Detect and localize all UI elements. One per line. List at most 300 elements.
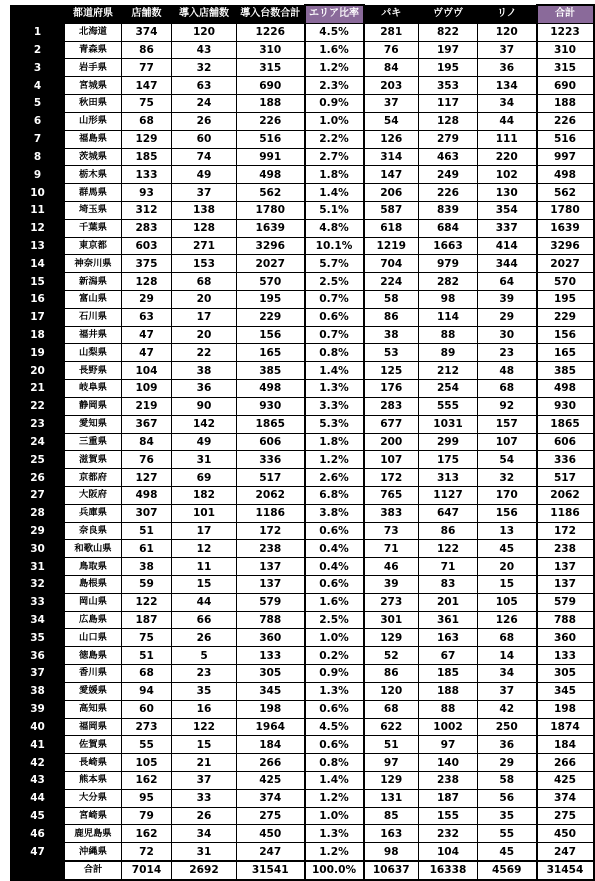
paki-count: 224 [364, 273, 419, 291]
prefecture-name: 大分県 [65, 789, 122, 807]
row-total: 165 [537, 344, 594, 362]
table-row [11, 415, 594, 433]
adopted-stores: 17 [172, 522, 237, 540]
area-ratio: 0.7% [305, 326, 364, 344]
table-row [11, 486, 594, 504]
vuvuvu-count: 1127 [419, 486, 478, 504]
rino-count: 68 [478, 629, 537, 647]
area-ratio: 0.6% [305, 522, 364, 540]
prefecture-name: 群馬県 [65, 184, 122, 202]
prefecture-name: 青森県 [65, 41, 122, 59]
row-number: 16 [11, 291, 65, 309]
row-total: 788 [537, 611, 594, 629]
area-ratio: 0.4% [305, 558, 364, 576]
paki-count: 38 [364, 326, 419, 344]
row-number: 31 [11, 558, 65, 576]
table-row [11, 647, 594, 665]
row-total: 385 [537, 362, 594, 380]
table-row [11, 380, 594, 398]
store-count: 94 [122, 682, 172, 700]
area-ratio: 0.8% [305, 754, 364, 772]
store-count: 59 [122, 576, 172, 594]
row-total: 498 [537, 166, 594, 184]
vuvuvu-count: 128 [419, 112, 478, 130]
adopted-stores: 5 [172, 647, 237, 665]
paki-count: 97 [364, 754, 419, 772]
store-count: 86 [122, 41, 172, 59]
prefecture-name: 奈良県 [65, 522, 122, 540]
store-count: 283 [122, 219, 172, 237]
row-total: 137 [537, 558, 594, 576]
area-ratio: 1.0% [305, 629, 364, 647]
row-number: 46 [11, 825, 65, 843]
area-ratio: 5.1% [305, 201, 364, 219]
row-total: 315 [537, 59, 594, 77]
paki-count: 283 [364, 397, 419, 415]
vuvuvu-count: 89 [419, 344, 478, 362]
adopted-stores: 15 [172, 576, 237, 594]
row-number: 36 [11, 647, 65, 665]
adopted-stores: 20 [172, 326, 237, 344]
paki-count: 39 [364, 576, 419, 594]
row-total: 562 [537, 184, 594, 202]
prefecture-name: 神奈川県 [65, 255, 122, 273]
area-ratio: 4.8% [305, 219, 364, 237]
rino-count: 13 [478, 522, 537, 540]
store-count: 79 [122, 807, 172, 825]
table-row [11, 807, 594, 825]
rino-count: 35 [478, 807, 537, 825]
totals-paki: 10637 [364, 861, 419, 880]
area-ratio: 0.6% [305, 700, 364, 718]
rino-count: 23 [478, 344, 537, 362]
paki-count: 54 [364, 112, 419, 130]
rino-count: 54 [478, 451, 537, 469]
row-number: 28 [11, 504, 65, 522]
vuvuvu-count: 299 [419, 433, 478, 451]
installed-units: 336 [237, 451, 305, 469]
prefecture-name: 山口県 [65, 629, 122, 647]
row-total: 606 [537, 433, 594, 451]
header-rino: リノ [478, 5, 537, 23]
table-row [11, 112, 594, 130]
paki-count: 281 [364, 23, 419, 41]
store-count: 122 [122, 593, 172, 611]
vuvuvu-count: 463 [419, 148, 478, 166]
vuvuvu-count: 71 [419, 558, 478, 576]
area-ratio: 4.5% [305, 23, 364, 41]
adopted-stores: 15 [172, 736, 237, 754]
paki-count: 58 [364, 291, 419, 309]
paki-count: 677 [364, 415, 419, 433]
installed-units: 195 [237, 291, 305, 309]
area-ratio: 5.3% [305, 415, 364, 433]
store-count: 133 [122, 166, 172, 184]
installed-units: 498 [237, 166, 305, 184]
rino-count: 36 [478, 736, 537, 754]
vuvuvu-count: 155 [419, 807, 478, 825]
store-count: 162 [122, 771, 172, 789]
adopted-stores: 26 [172, 112, 237, 130]
vuvuvu-count: 97 [419, 736, 478, 754]
vuvuvu-count: 979 [419, 255, 478, 273]
adopted-stores: 182 [172, 486, 237, 504]
row-number: 2 [11, 41, 65, 59]
row-total: 579 [537, 593, 594, 611]
adopted-stores: 36 [172, 380, 237, 398]
store-count: 72 [122, 843, 172, 861]
rino-count: 92 [478, 397, 537, 415]
area-ratio: 0.7% [305, 291, 364, 309]
rino-count: 14 [478, 647, 537, 665]
rino-count: 39 [478, 291, 537, 309]
rino-count: 34 [478, 665, 537, 683]
adopted-stores: 44 [172, 593, 237, 611]
row-number: 14 [11, 255, 65, 273]
paki-count: 147 [364, 166, 419, 184]
area-ratio: 0.6% [305, 308, 364, 326]
table-row [11, 843, 594, 861]
adopted-stores: 24 [172, 95, 237, 113]
table-row [11, 789, 594, 807]
vuvuvu-count: 188 [419, 682, 478, 700]
row-number: 4 [11, 77, 65, 95]
row-number: 9 [11, 166, 65, 184]
adopted-stores: 43 [172, 41, 237, 59]
row-total: 188 [537, 95, 594, 113]
paki-count: 125 [364, 362, 419, 380]
row-number: 30 [11, 540, 65, 558]
prefecture-name: 岩手県 [65, 59, 122, 77]
totals-rino: 4569 [478, 861, 537, 880]
header-prefecture: 都道府県 [65, 5, 122, 23]
adopted-stores: 38 [172, 362, 237, 380]
header-installed-units: 導入台数合計 [237, 5, 305, 23]
header-adopted-stores: 導入店舗数 [172, 5, 237, 23]
store-count: 367 [122, 415, 172, 433]
vuvuvu-count: 197 [419, 41, 478, 59]
installed-units: 266 [237, 754, 305, 772]
row-total: 1186 [537, 504, 594, 522]
row-number: 42 [11, 754, 65, 772]
prefecture-name: 佐賀県 [65, 736, 122, 754]
vuvuvu-count: 114 [419, 308, 478, 326]
row-total: 156 [537, 326, 594, 344]
area-ratio: 4.5% [305, 718, 364, 736]
row-number: 13 [11, 237, 65, 255]
area-ratio: 2.5% [305, 273, 364, 291]
row-total: 310 [537, 41, 594, 59]
row-total: 1780 [537, 201, 594, 219]
row-total: 229 [537, 308, 594, 326]
installed-units: 606 [237, 433, 305, 451]
paki-count: 176 [364, 380, 419, 398]
row-total: 516 [537, 130, 594, 148]
row-number: 5 [11, 95, 65, 113]
store-count: 55 [122, 736, 172, 754]
paki-count: 622 [364, 718, 419, 736]
prefecture-name: 石川県 [65, 308, 122, 326]
adopted-stores: 153 [172, 255, 237, 273]
row-number: 29 [11, 522, 65, 540]
store-count: 51 [122, 647, 172, 665]
installed-units: 156 [237, 326, 305, 344]
adopted-stores: 120 [172, 23, 237, 41]
vuvuvu-count: 279 [419, 130, 478, 148]
table-row [11, 201, 594, 219]
installed-units: 1186 [237, 504, 305, 522]
adopted-stores: 21 [172, 754, 237, 772]
row-total: 195 [537, 291, 594, 309]
table-row [11, 682, 594, 700]
paki-count: 1219 [364, 237, 419, 255]
totals-store-count: 7014 [122, 861, 172, 880]
paki-count: 200 [364, 433, 419, 451]
row-total: 266 [537, 754, 594, 772]
vuvuvu-count: 822 [419, 23, 478, 41]
paki-count: 76 [364, 41, 419, 59]
row-number: 40 [11, 718, 65, 736]
row-total: 137 [537, 576, 594, 594]
row-number: 35 [11, 629, 65, 647]
table-row [11, 166, 594, 184]
prefecture-name: 熊本県 [65, 771, 122, 789]
prefecture-name: 新潟県 [65, 273, 122, 291]
totals-total: 31454 [537, 861, 594, 880]
installed-units: 1865 [237, 415, 305, 433]
area-ratio: 0.9% [305, 95, 364, 113]
table-row [11, 504, 594, 522]
prefecture-name: 岡山県 [65, 593, 122, 611]
store-count: 375 [122, 255, 172, 273]
area-ratio: 1.3% [305, 682, 364, 700]
table-row [11, 41, 594, 59]
store-count: 187 [122, 611, 172, 629]
store-count: 185 [122, 148, 172, 166]
paki-count: 129 [364, 771, 419, 789]
prefecture-name: 島根県 [65, 576, 122, 594]
area-ratio: 3.8% [305, 504, 364, 522]
store-count: 61 [122, 540, 172, 558]
prefecture-name: 香川県 [65, 665, 122, 683]
installed-units: 226 [237, 112, 305, 130]
prefecture-name: 鳥取県 [65, 558, 122, 576]
row-number: 45 [11, 807, 65, 825]
installed-units: 229 [237, 308, 305, 326]
row-total: 226 [537, 112, 594, 130]
rino-count: 354 [478, 201, 537, 219]
store-count: 128 [122, 273, 172, 291]
vuvuvu-count: 1663 [419, 237, 478, 255]
store-count: 38 [122, 558, 172, 576]
prefecture-name: 広島県 [65, 611, 122, 629]
adopted-stores: 66 [172, 611, 237, 629]
installed-units: 450 [237, 825, 305, 843]
installed-units: 579 [237, 593, 305, 611]
table-row [11, 291, 594, 309]
store-count: 374 [122, 23, 172, 41]
paki-count: 46 [364, 558, 419, 576]
area-ratio: 0.2% [305, 647, 364, 665]
store-count: 68 [122, 665, 172, 683]
row-total: 345 [537, 682, 594, 700]
adopted-stores: 16 [172, 700, 237, 718]
vuvuvu-count: 98 [419, 291, 478, 309]
table-row [11, 77, 594, 95]
vuvuvu-count: 313 [419, 469, 478, 487]
header-paki: パキ [364, 5, 419, 23]
area-ratio: 1.2% [305, 789, 364, 807]
installed-units: 184 [237, 736, 305, 754]
row-total: 247 [537, 843, 594, 861]
paki-count: 86 [364, 665, 419, 683]
row-number: 20 [11, 362, 65, 380]
store-count: 29 [122, 291, 172, 309]
paki-count: 51 [364, 736, 419, 754]
store-count: 77 [122, 59, 172, 77]
table-row [11, 576, 594, 594]
table-row [11, 237, 594, 255]
row-number: 44 [11, 789, 65, 807]
prefecture-table [10, 4, 595, 881]
table-row [11, 718, 594, 736]
store-count: 93 [122, 184, 172, 202]
adopted-stores: 37 [172, 771, 237, 789]
installed-units: 305 [237, 665, 305, 683]
adopted-stores: 26 [172, 629, 237, 647]
rino-count: 32 [478, 469, 537, 487]
store-count: 51 [122, 522, 172, 540]
installed-units: 425 [237, 771, 305, 789]
totals-area-ratio: 100.0% [305, 861, 364, 880]
row-total: 198 [537, 700, 594, 718]
table-row [11, 754, 594, 772]
adopted-stores: 128 [172, 219, 237, 237]
prefecture-name: 岐阜県 [65, 380, 122, 398]
paki-count: 131 [364, 789, 419, 807]
area-ratio: 1.4% [305, 184, 364, 202]
row-number: 33 [11, 593, 65, 611]
paki-count: 98 [364, 843, 419, 861]
row-number: 37 [11, 665, 65, 683]
prefecture-name: 福井県 [65, 326, 122, 344]
area-ratio: 2.3% [305, 77, 364, 95]
table-body [11, 23, 594, 861]
area-ratio: 1.6% [305, 41, 364, 59]
vuvuvu-count: 83 [419, 576, 478, 594]
vuvuvu-count: 1002 [419, 718, 478, 736]
rino-count: 157 [478, 415, 537, 433]
adopted-stores: 49 [172, 433, 237, 451]
prefecture-name: 鹿児島県 [65, 825, 122, 843]
totals-row [11, 861, 594, 880]
installed-units: 385 [237, 362, 305, 380]
row-total: 2027 [537, 255, 594, 273]
prefecture-name: 宮崎県 [65, 807, 122, 825]
adopted-stores: 33 [172, 789, 237, 807]
row-number: 11 [11, 201, 65, 219]
store-count: 63 [122, 308, 172, 326]
table-row [11, 611, 594, 629]
paki-count: 618 [364, 219, 419, 237]
adopted-stores: 20 [172, 291, 237, 309]
table-row [11, 771, 594, 789]
row-number: 25 [11, 451, 65, 469]
table-row [11, 362, 594, 380]
prefecture-name: 秋田県 [65, 95, 122, 113]
row-total: 336 [537, 451, 594, 469]
store-count: 109 [122, 380, 172, 398]
row-number: 18 [11, 326, 65, 344]
area-ratio: 1.4% [305, 362, 364, 380]
prefecture-name: 三重県 [65, 433, 122, 451]
table-row [11, 255, 594, 273]
row-total: 184 [537, 736, 594, 754]
row-total: 3296 [537, 237, 594, 255]
store-count: 147 [122, 77, 172, 95]
area-ratio: 1.2% [305, 843, 364, 861]
area-ratio: 5.7% [305, 255, 364, 273]
store-count: 75 [122, 629, 172, 647]
area-ratio: 1.4% [305, 771, 364, 789]
prefecture-name: 兵庫県 [65, 504, 122, 522]
adopted-stores: 37 [172, 184, 237, 202]
vuvuvu-count: 226 [419, 184, 478, 202]
table-row [11, 23, 594, 41]
adopted-stores: 34 [172, 825, 237, 843]
row-total: 275 [537, 807, 594, 825]
row-total: 133 [537, 647, 594, 665]
paki-count: 587 [364, 201, 419, 219]
store-count: 47 [122, 344, 172, 362]
rino-count: 58 [478, 771, 537, 789]
row-number: 34 [11, 611, 65, 629]
adopted-stores: 68 [172, 273, 237, 291]
rino-count: 30 [478, 326, 537, 344]
store-count: 273 [122, 718, 172, 736]
paki-count: 37 [364, 95, 419, 113]
vuvuvu-count: 187 [419, 789, 478, 807]
area-ratio: 3.3% [305, 397, 364, 415]
rino-count: 102 [478, 166, 537, 184]
prefecture-name: 北海道 [65, 23, 122, 41]
prefecture-name: 和歌山県 [65, 540, 122, 558]
table-row [11, 593, 594, 611]
adopted-stores: 122 [172, 718, 237, 736]
paki-count: 172 [364, 469, 419, 487]
adopted-stores: 69 [172, 469, 237, 487]
paki-count: 273 [364, 593, 419, 611]
vuvuvu-count: 88 [419, 326, 478, 344]
store-count: 47 [122, 326, 172, 344]
vuvuvu-count: 249 [419, 166, 478, 184]
table-row [11, 522, 594, 540]
rino-count: 250 [478, 718, 537, 736]
table-row [11, 700, 594, 718]
adopted-stores: 63 [172, 77, 237, 95]
area-ratio: 2.2% [305, 130, 364, 148]
row-total: 1874 [537, 718, 594, 736]
prefecture-name: 富山県 [65, 291, 122, 309]
prefecture-name: 長野県 [65, 362, 122, 380]
paki-count: 71 [364, 540, 419, 558]
table-row [11, 326, 594, 344]
store-count: 129 [122, 130, 172, 148]
row-total: 374 [537, 789, 594, 807]
row-total: 1639 [537, 219, 594, 237]
installed-units: 517 [237, 469, 305, 487]
paki-count: 85 [364, 807, 419, 825]
